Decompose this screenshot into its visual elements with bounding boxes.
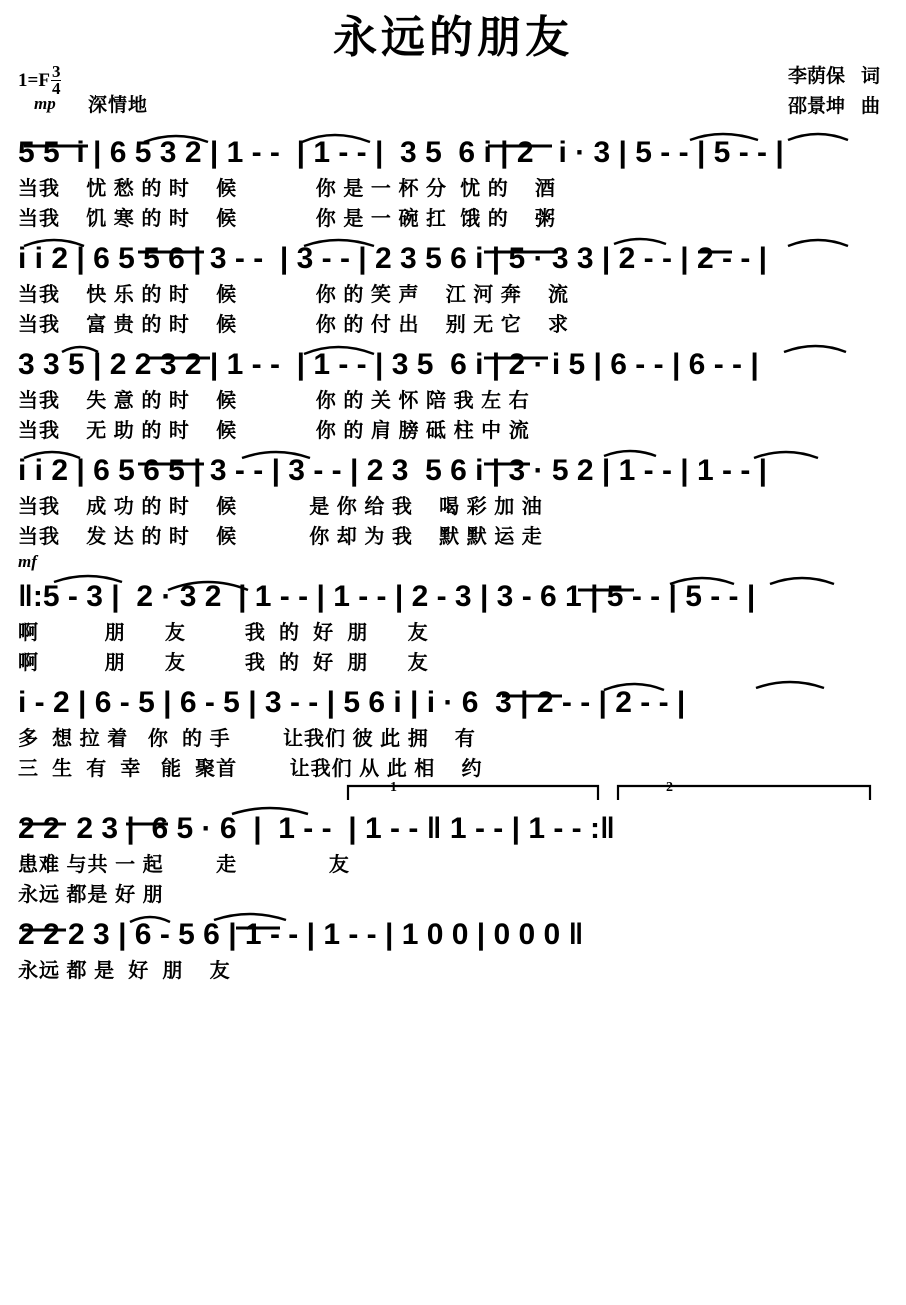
lyric-line-2: 当我 饥 寒 的 时 候 你 是 一 碗 扛 饿 的 粥 <box>18 208 556 231</box>
lyric-row <box>18 278 888 308</box>
expression-marking: 深情地 <box>88 95 149 117</box>
note-row <box>18 570 888 616</box>
note-row <box>18 802 888 848</box>
music-system-1 <box>0 126 906 232</box>
music-system-2 <box>0 232 906 338</box>
volta-overlay <box>18 782 888 802</box>
credit-composer <box>788 92 880 121</box>
lyric-line-2: 啊 朋 友 我 的 好 朋 友 <box>18 652 429 675</box>
lyric-row <box>18 414 888 444</box>
note-row-text: i - 2 | 6 - 5 | 6 - 5 | 3 - - | 5 6 i | i · 6 3 | 2 - - | 2 - - | <box>18 686 686 720</box>
lyric-line-1: 当我 快 乐 的 时 候 你 的 笑 声 江 河 奔 流 <box>18 284 570 307</box>
music-system-3 <box>0 338 906 444</box>
note-row <box>18 676 888 722</box>
dynamic-marking-mp: mp <box>34 94 56 114</box>
credits <box>788 62 880 121</box>
lyric-row <box>18 752 888 782</box>
time-signature <box>51 62 62 99</box>
music-system-7 <box>0 782 906 908</box>
volta-brackets <box>18 782 888 802</box>
lyric-line-1: 啊 朋 友 我 的 好 朋 友 <box>18 622 429 645</box>
lyric-line-1: 当我 失 意 的 时 候 你 的 关 怀 陪 我 左 右 <box>18 390 530 413</box>
lyric-line-1: 多 想 拉 着 你 的 手 让我们 彼 此 拥 有 <box>18 728 476 751</box>
lyric-row <box>18 616 888 646</box>
note-row-text: 2 2 2 3 | 6 5 · 6 | 1 - - | 1 - - ‖ 1 - - | 1 - - :‖ <box>18 812 615 846</box>
note-row-text: i i 2 | 6 5 5 6 | 3 - - | 3 - - | 2 3 5 6 i | 5 · 3 3 | 2 - - | 2 - - | <box>18 242 768 276</box>
lyric-row <box>18 878 888 908</box>
note-row <box>18 232 888 278</box>
credit-composer-name: 邵景坤 <box>787 95 845 117</box>
lyric-row <box>18 172 888 202</box>
lyric-row <box>18 646 888 676</box>
volta-number-2: 2 <box>666 780 673 796</box>
note-row-text: ‖:5 - 3 | 2 · 3 2 | 1 - - | 1 - - | 2 - 3 | 3 - 6 1 | 5 - - | 5 - - | <box>18 580 756 614</box>
lyric-line-1: 当我 忧 愁 的 时 候 你 是 一 杯 分 忧 的 酒 <box>18 178 556 201</box>
note-row-text: 2 2 2 3 | 6 - 5 6 | 1 - - | 1 - - | 1 0 0 | 0 0 0 ‖ <box>18 918 584 952</box>
credit-lyricist-name: 李荫保 <box>787 66 845 88</box>
credit-composer-role: 曲 <box>860 95 880 117</box>
lyric-line-2: 当我 富 贵 的 时 候 你 的 付 出 别 无 它 求 <box>18 314 570 337</box>
lyric-line-2: 当我 发 达 的 时 候 你 却 为 我 默 默 运 走 <box>18 526 543 549</box>
note-row <box>18 338 888 384</box>
lyric-line-1: 永远 都 是 好 朋 友 <box>18 960 231 983</box>
credit-lyricist-role: 词 <box>860 66 880 88</box>
note-row <box>18 126 888 172</box>
volta-number-1: 1 <box>390 780 397 796</box>
note-row-text: 5 5 i | 6 5 3 2 | 1 - - | 1 - - | 3 5 6 i | 2 i · 3 | 5 - - | 5 - - | <box>18 136 784 170</box>
dynamic-marking-mf: mf <box>18 552 37 572</box>
music-system-8 <box>0 908 906 984</box>
music-system-4 <box>0 444 906 550</box>
lyric-line-2: 当我 无 助 的 时 候 你 的 肩 膀 砥 柱 中 流 <box>18 420 530 443</box>
lyric-row <box>18 490 888 520</box>
lyric-row <box>18 308 888 338</box>
lyric-row <box>18 202 888 232</box>
time-signature-denominator: 4 <box>51 79 61 99</box>
lyric-row <box>18 954 888 984</box>
credit-lyricist <box>788 62 880 91</box>
page-title: 永远的朋友 <box>333 13 573 62</box>
music-system-6 <box>0 676 906 782</box>
note-row-text: 3 3 5 | 2 2 3 2 | 1 - - | 1 - - | 3 5 6 i | 2 · i 5 | 6 - - | 6 - - | <box>18 348 759 382</box>
lyric-line-2: 永远 都是 好 朋 <box>18 884 164 907</box>
lyric-row <box>18 520 888 550</box>
lyric-line-1: 患难 与共 一 起 走 友 <box>18 854 350 877</box>
header-block <box>0 62 906 126</box>
key-signature <box>18 62 61 99</box>
lyric-row <box>18 722 888 752</box>
lyric-row <box>18 848 888 878</box>
time-signature-numerator: 3 <box>51 62 61 82</box>
note-row <box>18 908 888 954</box>
lyric-line-1: 当我 成 功 的 时 候 是 你 给 我 喝 彩 加 油 <box>18 496 543 519</box>
lyric-row <box>18 384 888 414</box>
key-signature-label: 1=F <box>18 69 50 91</box>
note-row-text: i i 2 | 6 5 6 5 | 3 - - | 3 - - | 2 3 5 6 i | 3 · 5 2 | 1 - - | 1 - - | <box>18 454 768 488</box>
lyric-line-2: 三 生 有 幸 能 聚首 让我们 从 此 相 约 <box>18 758 483 781</box>
music-system-5 <box>0 570 906 676</box>
note-row <box>18 444 888 490</box>
